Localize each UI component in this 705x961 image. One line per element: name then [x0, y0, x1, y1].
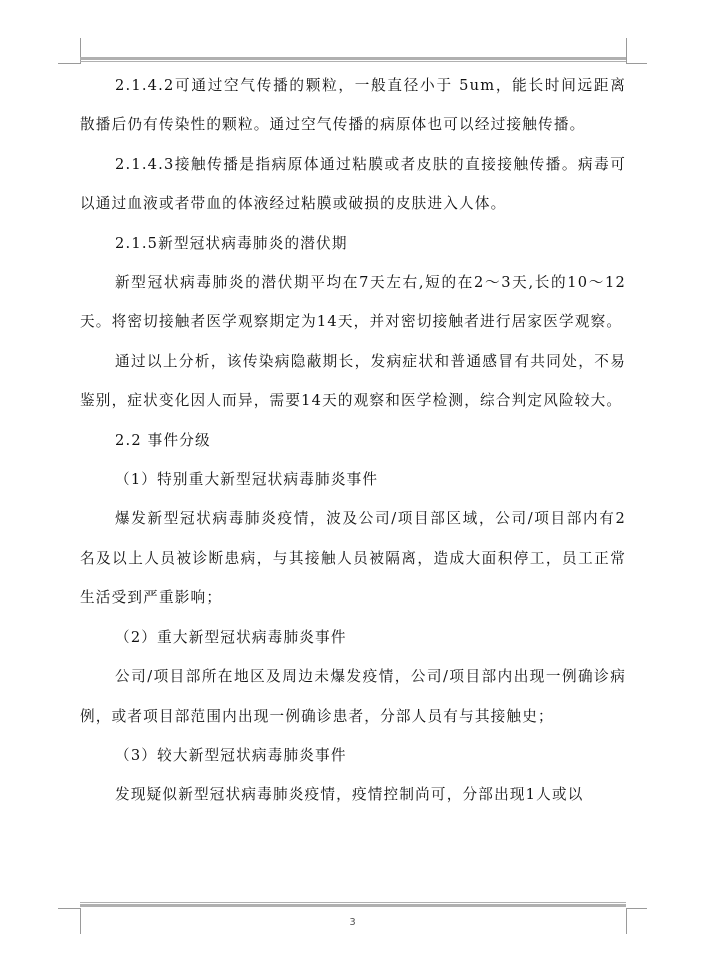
paragraph-level-2-event: 公司/项目部所在地区及周边未爆发疫情，公司/项目部内出现一例确诊病例，或者项目部范围内出现一例确诊患者，分部人员有与其接触史； — [80, 668, 626, 725]
paragraph-airborne-transmission: 2.1.4.2可通过空气传播的颗粒，一般直径小于 5um，能长时间远距离散播后仍有传染性的颗粒。通过空气传播的病原体也可以经过接触传播。 — [80, 77, 626, 134]
heading-incubation-period: 2.1.5新型冠状病毒肺炎的潜伏期 — [115, 234, 348, 252]
crop-mark-bottom-left-horizontal — [58, 908, 80, 909]
crop-mark-top-right-horizontal — [627, 63, 647, 64]
heading-level-1-event: （1）特别重大新型冠状病毒肺炎事件 — [115, 471, 379, 489]
heading-level-3-event: （3）较大新型冠状病毒肺炎事件 — [115, 746, 347, 764]
page-number: 3 — [349, 917, 356, 928]
crop-mark-top-right-vertical — [626, 38, 627, 64]
header-rule — [80, 57, 626, 62]
heading-event-classification: 2.2 事件分级 — [115, 431, 211, 449]
paragraph-analysis: 通过以上分析，该传染病隐蔽期长，发病症状和普通感冒有共同处，不易鉴别，症状变化因人而异，需要14天的观察和医学检测，综合判定风险较大。 — [80, 352, 626, 410]
body-text — [80, 66, 626, 815]
crop-mark-top-left-horizontal — [58, 63, 80, 64]
paragraph-incubation-period: 新型冠状病毒肺炎的潜伏期平均在7天左右,短的在2～3天,长的10～12天。将密切接触者医学观察期定为14天，并对密切接触者进行居家医学观察。 — [80, 274, 626, 331]
crop-mark-bottom-right-horizontal — [627, 908, 647, 909]
footer-rule — [80, 902, 626, 907]
heading-level-2-event: （2）重大新型冠状病毒肺炎事件 — [115, 628, 347, 646]
paragraph-level-3-event: 发现疑似新型冠状病毒肺炎疫情，疫情控制尚可，分部出现1人或以 — [115, 786, 584, 804]
paragraph-contact-transmission: 2.1.4.3接触传播是指病原体通过粘膜或者皮肤的直接接触传播。病毒可以通过血液或者带血的体液经过粘膜或破损的皮肤进入人体。 — [80, 155, 626, 213]
paragraph-level-1-event: 爆发新型冠状病毒肺炎疫情，波及公司/项目部区域，公司/项目部内有2名及以上人员被诊断患病，与其接触人员被隔离，造成大面积停工，员工正常生活受到严重影响； — [80, 510, 626, 607]
